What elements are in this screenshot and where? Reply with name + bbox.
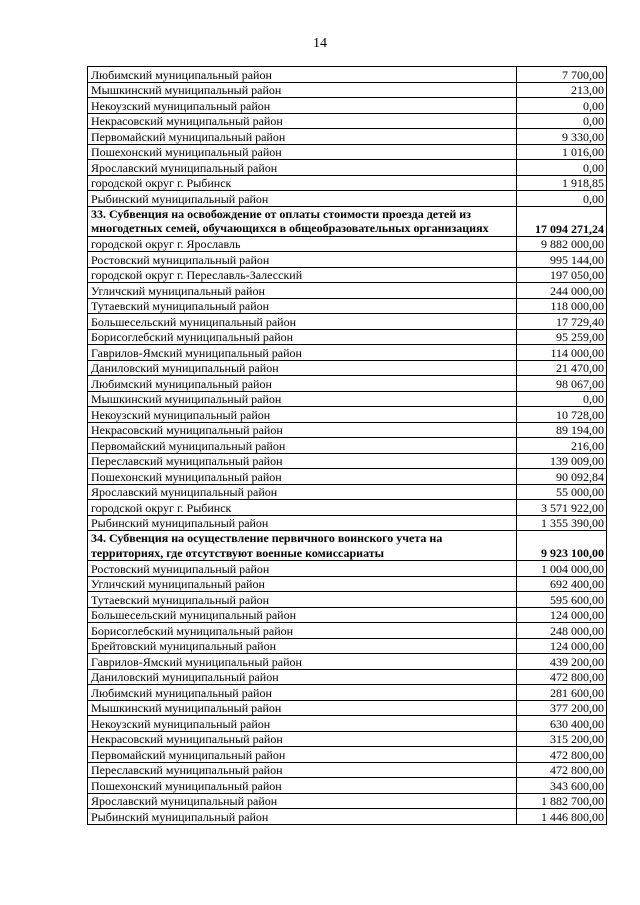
table-row xyxy=(88,809,607,825)
district-amount: 9 882 000,00 xyxy=(517,236,607,252)
district-amount: 1 004 000,00 xyxy=(517,561,607,577)
district-name: Некрасовский муниципальный район xyxy=(88,113,517,129)
district-amount: 114 000,00 xyxy=(517,345,607,361)
table-row xyxy=(88,576,607,592)
district-name: Большесельский муниципальный район xyxy=(88,314,517,330)
table-row xyxy=(88,407,607,423)
district-amount: 1 016,00 xyxy=(517,144,607,160)
district-amount: 3 571 922,00 xyxy=(517,500,607,516)
table-row xyxy=(88,376,607,392)
section-total: 9 923 100,00 xyxy=(517,531,607,561)
district-name: Некоузский муниципальный район xyxy=(88,98,517,114)
district-amount: 1 918,85 xyxy=(517,175,607,191)
district-name: Даниловский муниципальный район xyxy=(88,669,517,685)
district-amount: 1 446 800,00 xyxy=(517,809,607,825)
district-name: Тутаевский муниципальный район xyxy=(88,298,517,314)
district-name: Брейтовский муниципальный район xyxy=(88,638,517,654)
district-name: городской округ г. Ярославль xyxy=(88,236,517,252)
table-row xyxy=(88,592,607,608)
table-row xyxy=(88,561,607,577)
section-heading-row xyxy=(88,531,607,561)
district-name: Гаврилов-Ямский муниципальный район xyxy=(88,345,517,361)
district-amount: 244 000,00 xyxy=(517,283,607,299)
table-row xyxy=(88,731,607,747)
district-name: Борисоглебский муниципальный район xyxy=(88,329,517,345)
table-row xyxy=(88,345,607,361)
district-amount: 1 355 390,00 xyxy=(517,515,607,531)
table-row xyxy=(88,469,607,485)
table-row xyxy=(88,267,607,283)
table-row xyxy=(88,283,607,299)
section-heading: 34. Субвенция на осуществление первичного воинского учета на территориях, где отсутствуют военные комиссариаты xyxy=(88,531,517,561)
district-name: Любимский муниципальный район xyxy=(88,67,517,83)
district-amount: 21 470,00 xyxy=(517,360,607,376)
district-name: Рыбинский муниципальный район xyxy=(88,809,517,825)
district-name: Любимский муниципальный район xyxy=(88,376,517,392)
table-row xyxy=(88,716,607,732)
district-name: Гаврилов-Ямский муниципальный район xyxy=(88,654,517,670)
district-amount: 124 000,00 xyxy=(517,638,607,654)
district-name: Переславский муниципальный район xyxy=(88,762,517,778)
table-row xyxy=(88,484,607,500)
table-row xyxy=(88,360,607,376)
district-amount: 343 600,00 xyxy=(517,778,607,794)
district-amount: 630 400,00 xyxy=(517,716,607,732)
table-row xyxy=(88,747,607,763)
district-name: Первомайский муниципальный район xyxy=(88,747,517,763)
district-name: городской округ г. Переславль-Залесский xyxy=(88,267,517,283)
table-row xyxy=(88,329,607,345)
district-name: Ярославский муниципальный район xyxy=(88,793,517,809)
table-row xyxy=(88,623,607,639)
table-row xyxy=(88,191,607,207)
table-row xyxy=(88,298,607,314)
subvention-table xyxy=(87,66,607,825)
section-total: 17 094 271,24 xyxy=(517,206,607,236)
district-name: Даниловский муниципальный район xyxy=(88,360,517,376)
table-row xyxy=(88,236,607,252)
table-row xyxy=(88,314,607,330)
district-name: Ростовский муниципальный район xyxy=(88,252,517,268)
district-amount: 0,00 xyxy=(517,391,607,407)
table-row xyxy=(88,607,607,623)
district-amount: 0,00 xyxy=(517,191,607,207)
district-amount: 0,00 xyxy=(517,113,607,129)
table-row xyxy=(88,453,607,469)
district-amount: 1 882 700,00 xyxy=(517,793,607,809)
district-name: Ростовский муниципальный район xyxy=(88,561,517,577)
district-amount: 0,00 xyxy=(517,160,607,176)
table-row xyxy=(88,160,607,176)
district-name: Первомайский муниципальный район xyxy=(88,438,517,454)
district-amount: 595 600,00 xyxy=(517,592,607,608)
table-row xyxy=(88,252,607,268)
district-amount: 95 259,00 xyxy=(517,329,607,345)
district-amount: 216,00 xyxy=(517,438,607,454)
table-row xyxy=(88,422,607,438)
district-amount: 472 800,00 xyxy=(517,762,607,778)
table-row xyxy=(88,67,607,83)
district-amount: 472 800,00 xyxy=(517,669,607,685)
table-row xyxy=(88,654,607,670)
district-amount: 472 800,00 xyxy=(517,747,607,763)
district-name: Угличский муниципальный район xyxy=(88,576,517,592)
district-name: Переславский муниципальный район xyxy=(88,453,517,469)
district-amount: 55 000,00 xyxy=(517,484,607,500)
table-row xyxy=(88,778,607,794)
district-name: городской округ г. Рыбинск xyxy=(88,175,517,191)
district-name: Некрасовский муниципальный район xyxy=(88,731,517,747)
district-name: Любимский муниципальный район xyxy=(88,685,517,701)
district-name: Первомайский муниципальный район xyxy=(88,129,517,145)
district-amount: 89 194,00 xyxy=(517,422,607,438)
table-row xyxy=(88,793,607,809)
district-amount: 10 728,00 xyxy=(517,407,607,423)
district-amount: 118 000,00 xyxy=(517,298,607,314)
table-row xyxy=(88,685,607,701)
table-row xyxy=(88,82,607,98)
district-amount: 124 000,00 xyxy=(517,607,607,623)
district-amount: 995 144,00 xyxy=(517,252,607,268)
district-name: Пошехонский муниципальный район xyxy=(88,778,517,794)
table-row xyxy=(88,515,607,531)
district-amount: 139 009,00 xyxy=(517,453,607,469)
district-name: Пошехонский муниципальный район xyxy=(88,469,517,485)
district-amount: 377 200,00 xyxy=(517,700,607,716)
table-row xyxy=(88,175,607,191)
district-amount: 17 729,40 xyxy=(517,314,607,330)
district-name: Угличский муниципальный район xyxy=(88,283,517,299)
table-row xyxy=(88,98,607,114)
district-amount: 315 200,00 xyxy=(517,731,607,747)
district-name: Некрасовский муниципальный район xyxy=(88,422,517,438)
table-row xyxy=(88,438,607,454)
district-name: Мышкинский муниципальный район xyxy=(88,82,517,98)
district-name: Пошехонский муниципальный район xyxy=(88,144,517,160)
district-amount: 692 400,00 xyxy=(517,576,607,592)
table-row xyxy=(88,700,607,716)
section-heading-row xyxy=(88,206,607,236)
district-amount: 197 050,00 xyxy=(517,267,607,283)
table-row xyxy=(88,129,607,145)
district-amount: 281 600,00 xyxy=(517,685,607,701)
district-name: Большесельский муниципальный район xyxy=(88,607,517,623)
district-amount: 213,00 xyxy=(517,82,607,98)
table-row xyxy=(88,669,607,685)
table-row xyxy=(88,113,607,129)
district-amount: 7 700,00 xyxy=(517,67,607,83)
district-amount: 9 330,00 xyxy=(517,129,607,145)
section-heading: 33. Субвенция на освобождение от оплаты стоимости проезда детей из многодетных семей, обучающихся в общеобразовательных организациях xyxy=(88,206,517,236)
district-name: Ярославский муниципальный район xyxy=(88,160,517,176)
district-name: Борисоглебский муниципальный район xyxy=(88,623,517,639)
table-row xyxy=(88,500,607,516)
table-row xyxy=(88,638,607,654)
district-name: Рыбинский муниципальный район xyxy=(88,515,517,531)
district-amount: 439 200,00 xyxy=(517,654,607,670)
table-row xyxy=(88,391,607,407)
district-amount: 98 067,00 xyxy=(517,376,607,392)
district-name: городской округ г. Рыбинск xyxy=(88,500,517,516)
district-name: Мышкинский муниципальный район xyxy=(88,700,517,716)
table-row xyxy=(88,144,607,160)
district-amount: 248 000,00 xyxy=(517,623,607,639)
district-name: Некоузский муниципальный район xyxy=(88,407,517,423)
table-row xyxy=(88,762,607,778)
district-name: Ярославский муниципальный район xyxy=(88,484,517,500)
table-body xyxy=(88,67,607,825)
district-name: Тутаевский муниципальный район xyxy=(88,592,517,608)
district-name: Рыбинский муниципальный район xyxy=(88,191,517,207)
district-amount: 90 092,84 xyxy=(517,469,607,485)
district-name: Мышкинский муниципальный район xyxy=(88,391,517,407)
page-number: 14 xyxy=(313,36,327,51)
district-name: Некоузский муниципальный район xyxy=(88,716,517,732)
district-amount: 0,00 xyxy=(517,98,607,114)
